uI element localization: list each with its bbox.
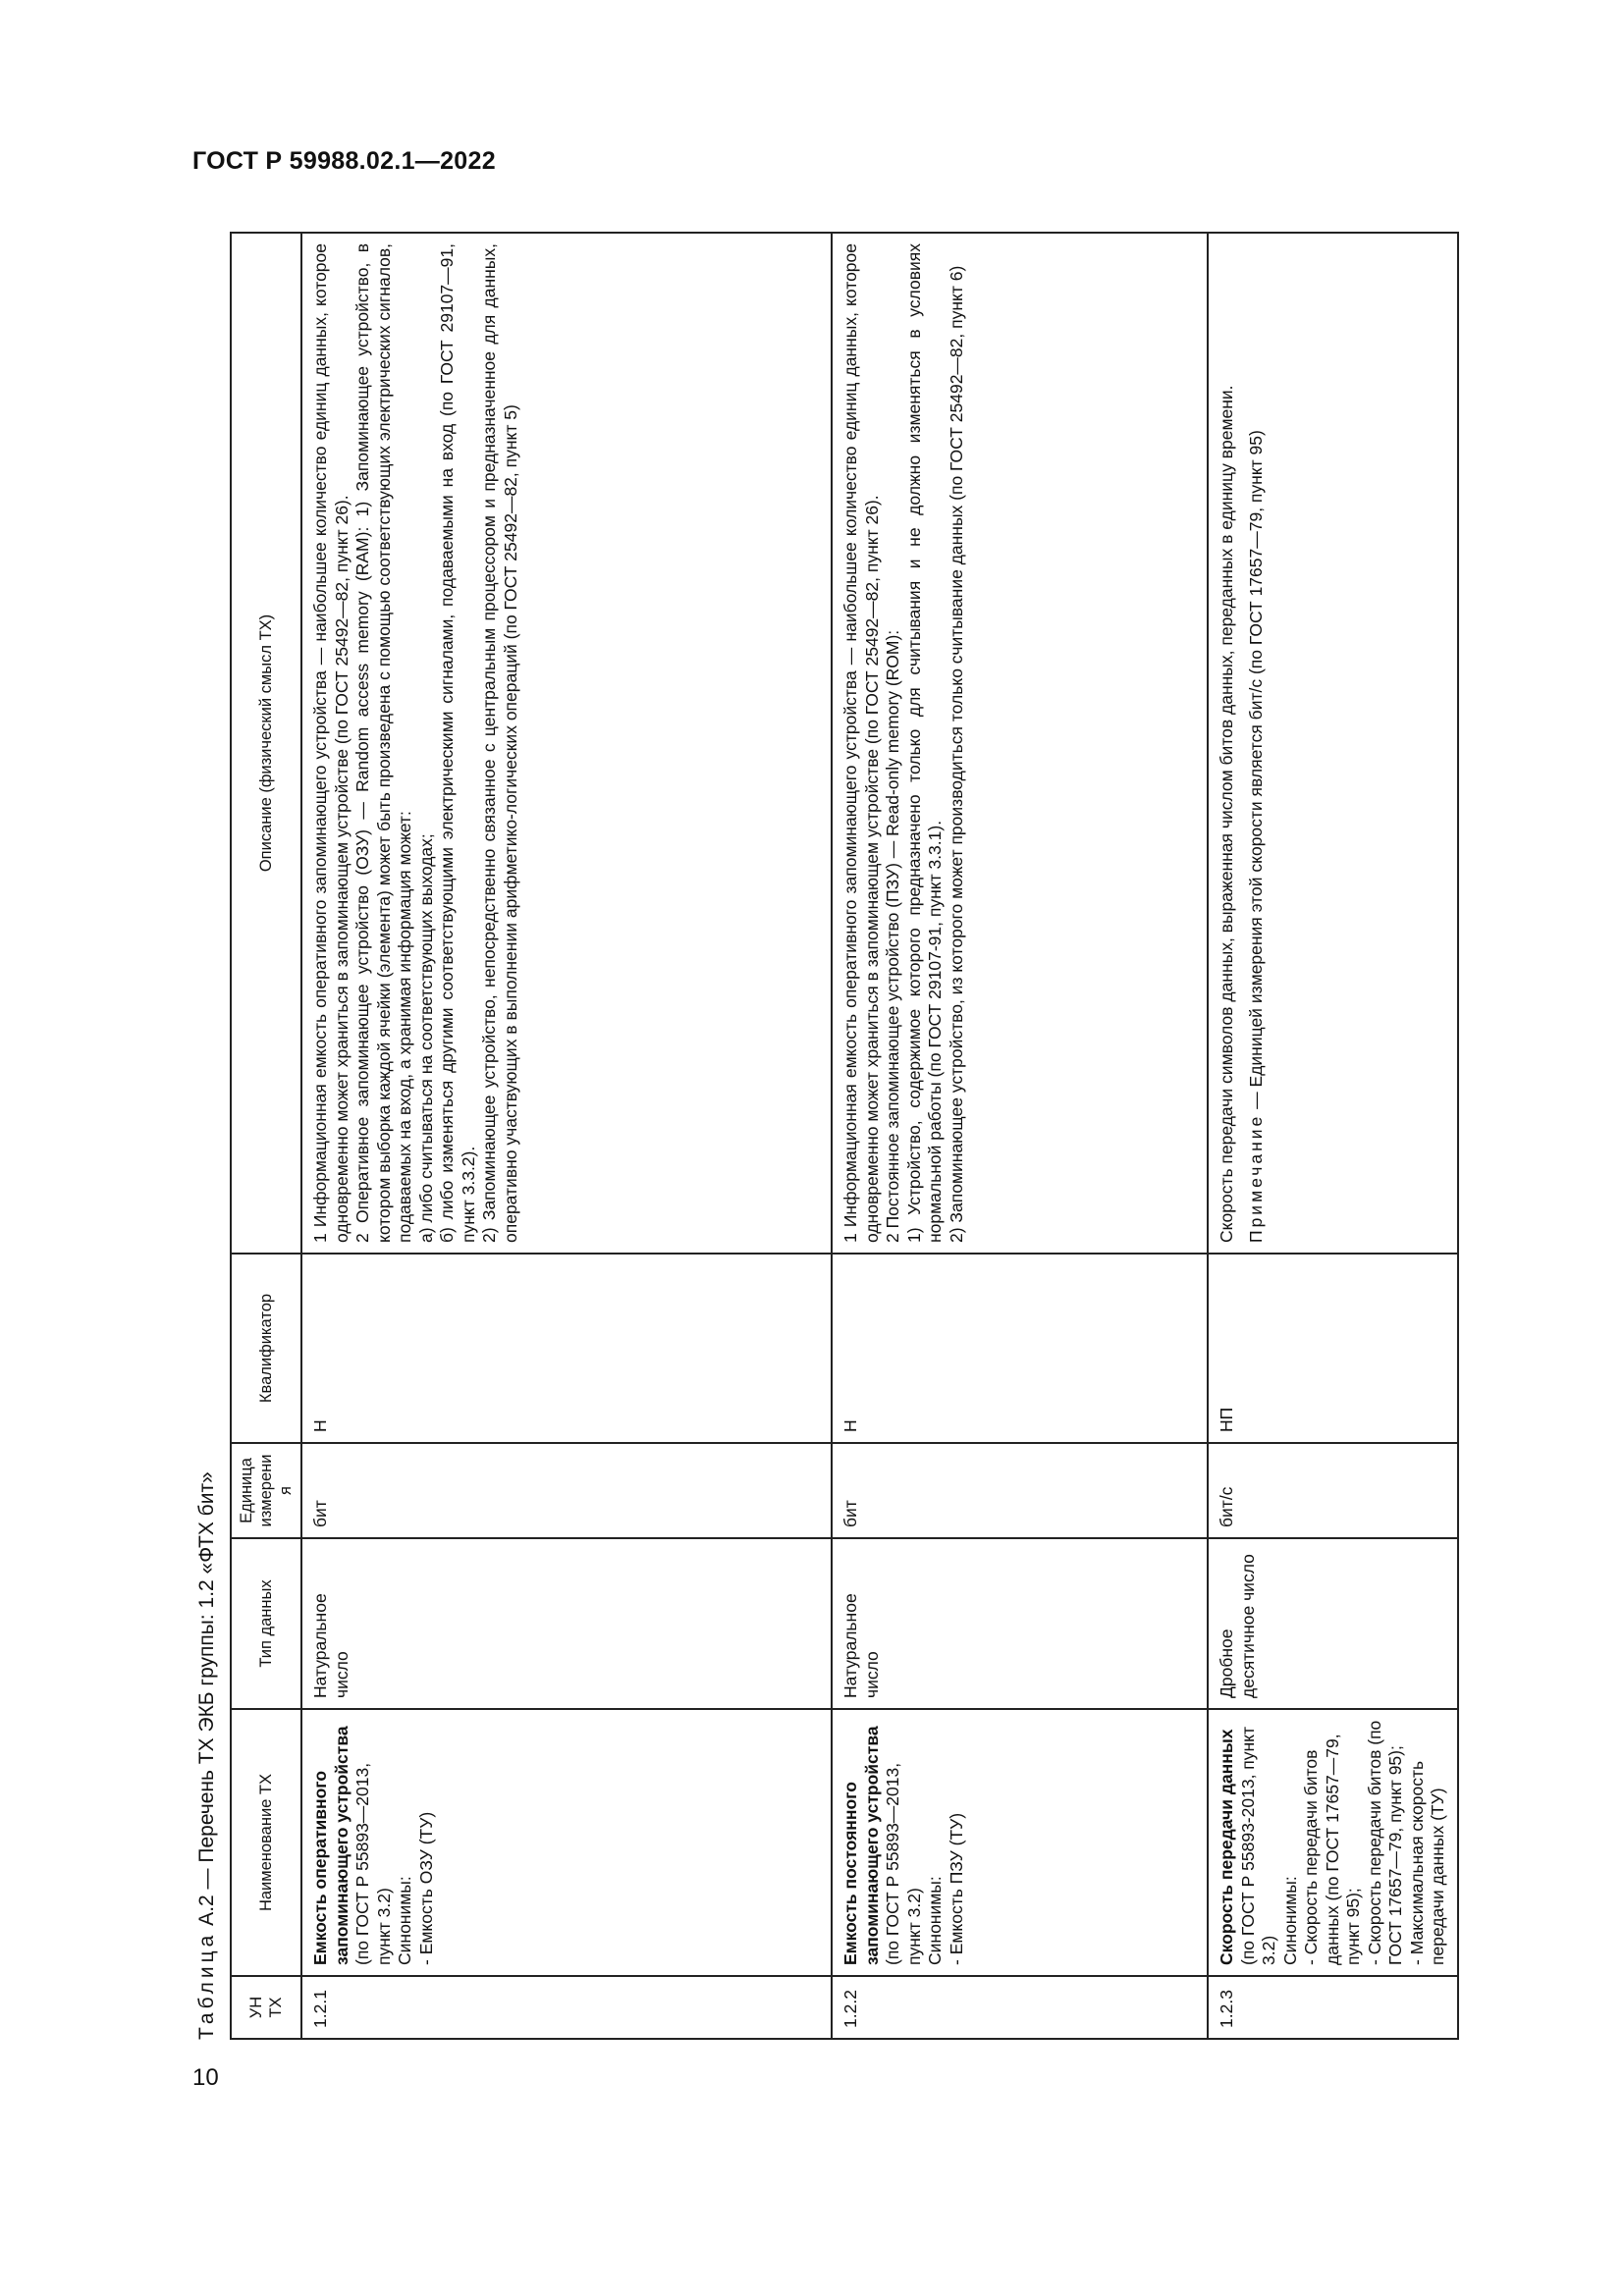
cell-type: Натуральное число [301, 1538, 832, 1709]
synonym-item: - Емкость ПЗУ (ТУ) [946, 1812, 966, 1965]
desc-paragraph: б) либо изменяться другими соответствующими электрическими сигналами, подаваемыми на вход (по ГОСТ 29107—91, пункт 3.3.2). [437, 243, 478, 1243]
table-caption [192, 1471, 222, 2040]
cell-unit: бит [301, 1443, 832, 1538]
page-number: 10 [192, 2064, 219, 2091]
synonym-item: - Максимальная скорость передачи данных (ТУ) [1406, 1760, 1447, 1965]
note-text: — Единицей измерения этой скорости является бит/с (по ГОСТ 17657—79, пункт 95) [1245, 430, 1266, 1114]
cell-unit: бит [832, 1443, 1208, 1538]
spacer [1238, 243, 1246, 1243]
cell-un: 1.2.3 [1208, 1976, 1458, 2039]
synonyms-label: Синонимы: [395, 1876, 414, 1965]
cell-qualifier: Н [832, 1254, 1208, 1443]
synonym-item: - Скорость передачи битов данных (по ГОСТ 17657—79, пункт 95); [1301, 1734, 1363, 1965]
col-header-name: Наименование ТХ [231, 1709, 301, 1976]
cell-qualifier: Н [301, 1254, 832, 1443]
characteristics-table [230, 232, 1459, 2040]
desc-paragraph: 2) Запоминающее устройство, из которого может производиться только считывание данных (по ГОСТ 25492—82, пункт 6) [946, 265, 966, 1243]
cell-name [301, 1709, 832, 1976]
col-header-un: УН ТХ [231, 1976, 301, 2039]
table-row [301, 233, 832, 2039]
desc-paragraph: Скорость передачи символов данных, выраженная числом битов данных, переданных в единицу времени. [1217, 385, 1236, 1243]
col-header-unit: Единица измерения [231, 1443, 301, 1538]
desc-paragraph: а) либо считываться на соответствующих выходах; [415, 833, 436, 1243]
table-caption-text: А.2 — Перечень ТХ ЭКБ группы: 1.2 «ФТХ бит» [195, 1471, 218, 1926]
desc-paragraph: 2 Оперативное запоминающее устройство (ОЗУ) — Random access memory (RAM): 1) Запоминающее устройство, в котором выборка каждой ячейки (элемента) может быть произведена с помощью соответствующих электрических сигналов, подаваемых на вход, а хранимая информация может: [352, 243, 414, 1243]
characteristic-name: Емкость оперативного запоминающего устройства [310, 1726, 352, 1965]
cell-description [832, 233, 1208, 1254]
cell-type: Дробное десятичное число [1208, 1538, 1458, 1709]
cell-description [1208, 233, 1458, 1254]
note-label: Примечание [1245, 1113, 1266, 1243]
synonym-item: - Скорость передачи битов (по ГОСТ 17657—79, пункт 95); [1364, 1720, 1405, 1965]
col-header-type: Тип данных [231, 1538, 301, 1709]
rotated-table-block [192, 234, 1508, 2040]
col-header-qualifier: Квалификатор [231, 1254, 301, 1443]
desc-paragraph: 2) Запоминающее устройство, непосредственно связанное с центральным процессором и предназначенное для данных, оперативно участвующих в выполнении арифметико-логических операций (по ГОСТ 25492—82, пункт 5) [479, 243, 520, 1243]
synonym-item: - Емкость ОЗУ (ТУ) [415, 1811, 436, 1965]
desc-paragraph: 1) Устройство, содержимое которого предназначено только для считывания и не должно изменяться в условиях нормальной работы (по ГОСТ 29107-91, пункт 3.3.1). [903, 243, 945, 1243]
characteristic-name: Скорость передачи данных [1217, 1729, 1236, 1965]
col-header-description: Описание (физический смысл ТХ) [231, 233, 301, 1254]
cell-qualifier: НП [1208, 1254, 1458, 1443]
cell-description [301, 233, 832, 1254]
table-header-row [231, 233, 301, 2039]
cell-name [1208, 1709, 1458, 1976]
document-header: ГОСТ Р 59988.02.1—2022 [192, 147, 496, 175]
table-caption-prefix: Таблица [195, 1931, 218, 2040]
cell-unit: бит/с [1208, 1443, 1458, 1538]
desc-paragraph: 1 Информационная емкость оперативного запоминающего устройства — наибольшее количество единиц данных, которое одновременно может храниться в запоминающем устройстве (по ГОСТ 25492—82, пункт 26). [840, 243, 882, 1243]
cell-type: Натуральное число [832, 1538, 1208, 1709]
characteristic-ref: (по ГОСТ Р 55893—2013, пункт 3.2) [883, 1762, 924, 1965]
cell-name [832, 1709, 1208, 1976]
note-paragraph [1246, 243, 1268, 1243]
characteristic-ref: (по ГОСТ Р 55893—2013, пункт 3.2) [352, 1762, 394, 1965]
characteristic-name: Емкость постоянного запоминающего устройства [840, 1726, 882, 1965]
cell-un: 1.2.2 [832, 1976, 1208, 2039]
table-row [1208, 233, 1458, 2039]
synonyms-label: Синонимы: [1279, 1876, 1300, 1965]
table-row [832, 233, 1208, 2039]
cell-un: 1.2.1 [301, 1976, 832, 2039]
desc-paragraph: 1 Информационная емкость оперативного запоминающего устройства — наибольшее количество единиц данных, которое одновременно может храниться в запоминающем устройстве (по ГОСТ 25492—82, пункт 26). [310, 243, 352, 1243]
desc-paragraph: 2 Постоянное запоминающее устройство (ПЗУ) — Read-only memory (ROM): [883, 629, 902, 1243]
synonyms-label: Синонимы: [925, 1876, 945, 1965]
characteristic-ref: (по ГОСТ Р 55893-2013, пункт 3.2) [1237, 1726, 1278, 1965]
